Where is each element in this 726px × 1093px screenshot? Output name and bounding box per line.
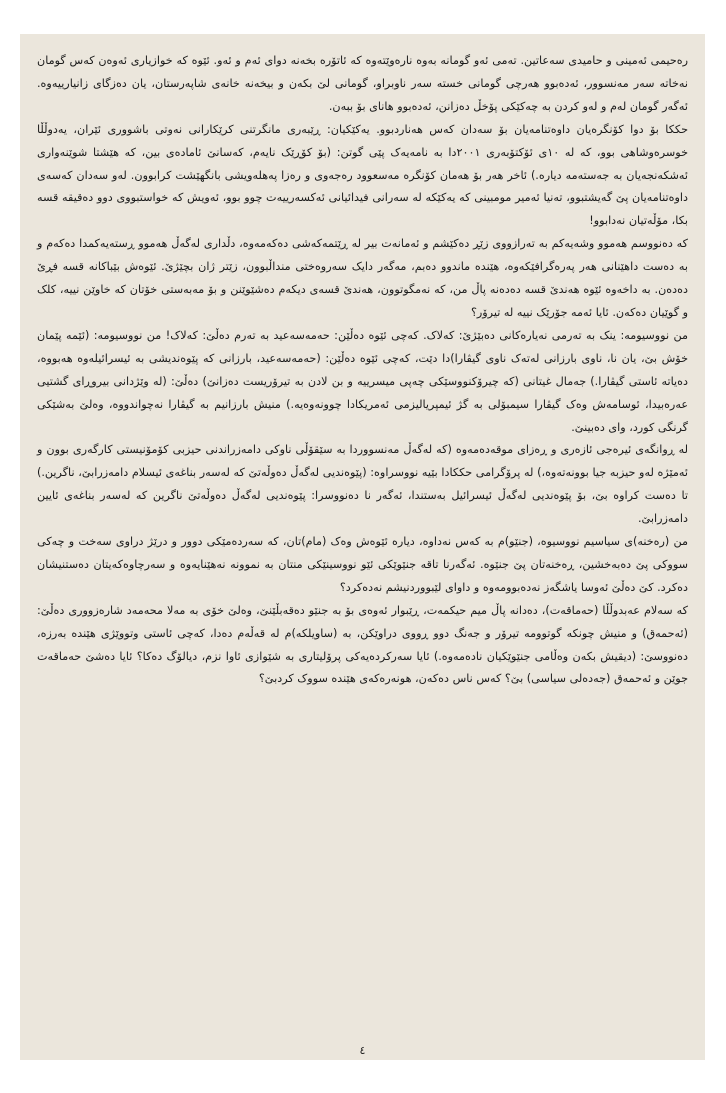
body-text bbox=[37, 50, 688, 691]
document-page bbox=[20, 34, 705, 1060]
paragraph: کە دەنووسم هەموو وشەیەکم بە تەرازووی زێڕ دەکێشم و ئەمانەت بیر لە ڕێتمەکەشی دەکەمەوە، دڵداری لەگەڵ هەموو ڕستەیەکمدا دەکەم و بە دەست داهێنانی هەر پەرەگرافێکەوە، هێندە ماندوو دەبم، مەگەر دایک سەروەختی منداڵبوون، زێتر ژان بچێژێ. ئێوەش بێباکانە قسە فڕێ دەدەن. بە داخەوە ئێوە هەندێ قسە دەدەنە پاڵ من، کە نەمگوتوون، هەندێ قسەی دیکەم دەشێوێنن و بۆ مەبەستی خۆتان کە خاوێن نییە، کلک و گوێیان دەکەن. ئایا ئەمە جۆرێک نییە لە تیرۆر؟ bbox=[37, 237, 688, 319]
page-number: ٤ bbox=[359, 1044, 366, 1057]
paragraph: کە سەلام عەبدوڵڵا (حەماقەت)، دەدانە پاڵ میم حیکمەت، ڕێبوار ئەوەی بۆ بە جنێو دەقەبڵێنێ، وەلێ خۆی بە مەلا محەمەد شارەزووری دەڵێ: (ئەحمەق) و منیش چونکە گوتوومە تیرۆر و جەنگ دوو ڕووی دراوێکن، بە (ساویلکە)م لە قەڵەم دەدا، کەچی ئاستی وتووێژی هێندە بەرزە، دەنووسێ: (دیقیش بکەن وەڵامی جنێوێکیان نادەمەوە.) ئایا سەرکردەیەکی پرۆلیتاری بە شێوازی ئاوا نزم، دیالۆگ دەکا؟ ئایا دەشێ حەماقەت جوێن و ئەحمەق (جەدەلی سیاسی) بێ؟ کەس ناس دەکەن، هونەرەکەی هێندە سووک کردبێ؟ bbox=[37, 603, 688, 686]
paragraph: من (رەخنە)ی سیاسیم نووسیوە، (جنێو)م بە کەس نەداوە، دیارە ئێوەش وەک (مام)تان، کە سەردەمێکی دوور و درێژ دراوی سەخت و چەکی سووکی پێ دەبەخشین، ڕەخنەتان پێ جنێوە. ئەگەرنا تاقە جنێوێکی ئێو نووسینێکی منتان بە نموونە نەهێنایەوە و سەرچاوەکەیتان دەستنیشان دەکرد. کێ دەڵێ ئەوسا یاشگەز نەدەبوومەوە و داوای لێبووردنیشم نەدەکرد؟ bbox=[37, 535, 688, 594]
paragraph: رەحیمی ئەمینی و حامیدی سەعاتین. تەمی ئەو گومانە بەوە نارەوێتەوە کە ئاتۆرە بخەنە دوای ئەم و ئەو. ئێوە کە خوازیاری ئەوەن کەس گومان نەخاتە سەر مەنسوور، ئەدەبوو هەرچی گومانی خستە سەر ناوبراو، گومانی لێ بکەن و بیخەنە خانەی شاپەرستان، یان دەزگای زانیارییەوە. ئەگەر گومان لەم و لەو کردن بە چەکێکی پۆخڵ دەزانن، ئەدەبوو هانای بۆ ببەن. bbox=[37, 54, 688, 113]
paragraph: لە ڕوانگەی ئیرەجی ئازەری و ڕەزای موقەدەمەوە (کە لەگەڵ مەنسووردا بە سێقۆڵی ناوکی دامەزراندنی حیزبی کۆمۆنیستی کارگەری بوون و ئەمێژە لەو حیزبە جیا بوونەتەوە،) لە پرۆگرامی حککادا بێیە نووسراوە: (پێوەندیی لەگەڵ دەوڵەتێ کە لەسەر بناغەی ئیسلام دامەزرابێ، ناگرین.) تا دەست کراوە بێ، بۆ پێوەندیی لەگەڵ ئیسرائیل بەستندا، ئەگەر نا دەنووسرا: پێوەندیی لەگەڵ دەوڵەتێ ناگرین کە لەسەر بناغەی ئایین دامەزرابێ. bbox=[37, 443, 688, 526]
paragraph: من نووسیومە: ینک بە تەرمی نەیارەکانی دەبێژێ: کەلاک. کەچی ئێوە دەڵێن: حەمەسەعید بە تەرم دەڵێ: کەلاک! من نووسیومە: (ئێمە پێمان خۆش بێ، یان نا، ناوی بارزانی لەتەک ناوی گیڤارا)دا دێت، کەچی ئێوە دەڵێن: (حەمەسەعید، بارزانی کە پێوەندیشی بە ئیسرائیلەوە هەبووە، دەیاتە ئاستی گیڤارا.) جەمال غیتانی (کە چیرۆکنووسێکی چەپی میسرییە و بن لادن بە تیرۆریست دەزانێ) دەڵێ: (لە وێژدانی بیروڕای گشتیی عەرەبیدا، ئوسامەش وەک گیڤارا سیمبۆلی بە گژ ئیمپریالیزمی ئەمریکادا چوونەوەیە.) منیش بارزانیم بە گیڤارا نەچواندووە، وەلێ بەشێکی گرنگی کورد، وای دەبینێ. bbox=[37, 328, 688, 434]
paragraph: حککا بۆ دوا کۆنگرەیان داوەتنامەیان بۆ سەدان کەس هەناردبوو. یەکێکیان: ڕێبەری مانگرتنی کرێکارانی نەوتی باشووری ئێران، یەدوڵڵا خوسرەوشاهی بوو، کە لە ١٠ی ئۆکتۆبەری ٢٠٠١دا بە نامەیەک پێی گوتن: (بۆ کۆڕێک نایەم، کەسانێ ئامادەی بین، کە هێشتا شوێنەواری ئەشکەنجەیان بە جەستەمە دیارە.) ئاخر هەر بۆ هەمان کۆنگرە مەسعوود رەجەوی و رەزا پەهلەویشی بانگهێشت کرابوون. لەو سەدان کەسەی داوەتنامەیان پێ گەیشتبوو، تەنیا ئەمیر مومبینی کە یەکێکە لە سەرانی فیدائیانی ئەکسەرییەت چوو بوو، ئەویش کە خواستبووی دوو دەقیقە قسە بکا، مۆڵەتیان نەدابوو! bbox=[37, 122, 688, 228]
